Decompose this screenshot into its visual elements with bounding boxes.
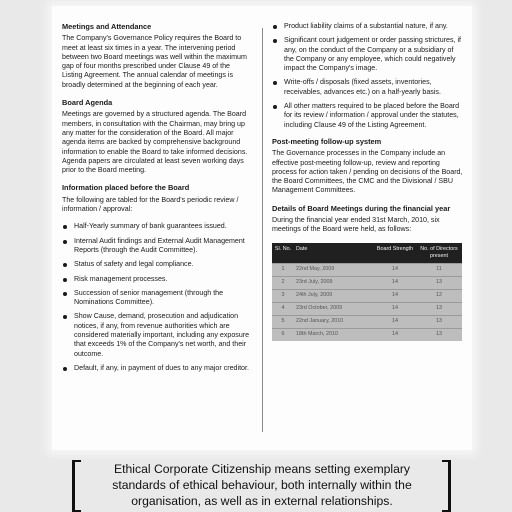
information-heading: Information placed before the Board <box>62 183 190 193</box>
table-cell: 13 <box>416 315 462 328</box>
agenda-heading: Board Agenda <box>62 98 113 108</box>
column-header-sl-no: Sl. No. <box>272 243 294 264</box>
column-header-directors-present: No. of Directors present <box>416 243 462 264</box>
list-item: All other matters required to be placed before the Board for its review / information / approval under the statutes, including Clause 49 of the Listing Agreement. <box>272 102 464 130</box>
table-cell: 24th July, 2009 <box>294 289 374 302</box>
table-cell: 2 <box>272 276 294 289</box>
table-cell: 23rd October, 2009 <box>294 302 374 315</box>
board-meetings-table <box>272 243 462 341</box>
table-cell: 13 <box>416 302 462 315</box>
list-item: Show Cause, demand, prosecution and adjudication notices, if any, from revenue authorities which are considered materially important, including any exposure that exceeds 1% of the Company's net worth, and their outcome. <box>62 312 252 358</box>
table-cell: 22nd May, 2009 <box>294 263 374 276</box>
board-meetings-paragraph: During the financial year ended 31st March, 2010, six meetings of the Board were held, as follows: <box>272 216 440 234</box>
quote-line: standards of ethical behaviour, both internally within the <box>112 478 412 492</box>
information-list-continued <box>272 22 464 130</box>
list-item: Half-Yearly summary of bank guarantees issued. <box>62 222 252 231</box>
column-header-board-strength: Board Strength <box>374 243 416 264</box>
table-cell: 14 <box>374 276 416 289</box>
table-cell: 13 <box>416 276 462 289</box>
board-meetings-heading: Details of Board Meetings during the financial year <box>272 203 451 213</box>
column-header-date: Date <box>294 243 374 264</box>
table-cell: 23rd July, 2009 <box>294 276 374 289</box>
agenda-paragraph: Meetings are governed by a structured agenda. The Board members, in consultation with the Chairman, may bring up any matter for the consideration of the Board. All major agenda items are backed by comprehensive background information to enable the Board to take informed decisions. Agenda papers are circulated at least seven working days prior to the Board meeting. <box>62 110 248 175</box>
list-item: Status of safety and legal compliance. <box>62 260 252 269</box>
information-list <box>62 222 252 373</box>
list-item: Succession of senior management (through the Nominations Committee). <box>62 289 252 308</box>
table-cell: 14 <box>374 328 416 341</box>
table-cell: 18th March, 2010 <box>294 328 374 341</box>
table-cell: 14 <box>374 302 416 315</box>
table-cell: 12 <box>416 289 462 302</box>
table-row <box>272 315 462 328</box>
list-item: Write-offs / disposals (fixed assets, inventories, receivables, advances etc.) on a half-yearly basis. <box>272 78 464 97</box>
table-cell: 14 <box>374 315 416 328</box>
table-cell: 22nd January, 2010 <box>294 315 374 328</box>
table-header-row <box>272 243 462 264</box>
table-cell: 4 <box>272 302 294 315</box>
followup-heading: Post-meeting follow-up system <box>272 136 382 146</box>
quote-line: organisation, as well as in external relationships. <box>131 494 393 508</box>
pull-quote <box>76 458 448 508</box>
table-cell: 6 <box>272 328 294 341</box>
meetings-heading: Meetings and Attendance <box>62 22 152 31</box>
list-item: Internal Audit findings and External Audit Management Reports (through the Audit Committee). <box>62 237 252 256</box>
table-row <box>272 302 462 315</box>
left-column <box>62 22 252 380</box>
list-item: Risk management processes. <box>62 275 252 284</box>
list-item: Product liability claims of a substantial nature, if any. <box>272 22 464 31</box>
table-cell: 14 <box>374 289 416 302</box>
right-column <box>272 22 464 341</box>
information-intro: The following are tabled for the Board's periodic review / information / approval: <box>62 195 239 214</box>
table-cell: 5 <box>272 315 294 328</box>
table-row <box>272 328 462 341</box>
table-cell: 3 <box>272 289 294 302</box>
meetings-paragraph: The Company's Governance Policy requires the Board to meet at least six times in a year. The intervening period between two Board meetings was well within the maximum gap of four months prescribed under Clause 49 of the Listing Agreement. The annual calendar of meetings is broadly determined at the beginning of each year. <box>62 34 247 89</box>
table-cell: 13 <box>416 328 462 341</box>
table-cell: 11 <box>416 263 462 276</box>
quote-line: Ethical Corporate Citizenship means setting exemplary <box>113 462 411 476</box>
table-row <box>272 276 462 289</box>
column-divider <box>262 28 263 432</box>
table-cell: 14 <box>374 263 416 276</box>
list-item: Default, if any, in payment of dues to any major creditor. <box>62 364 252 373</box>
list-item: Significant court judgement or order passing strictures, if any, on the conduct of the Company or a subsidiary of the Company or any employee, which could negatively impact the Company's image. <box>272 36 464 73</box>
followup-paragraph: The Governance processes in the Company include an effective post-meeting follow-up, review and reporting process for action taken / pending on decisions of the Board, the Board Committees, the CMC and the Divisional / SBU Management Committees. <box>272 149 463 195</box>
table-cell: 1 <box>272 263 294 276</box>
table-row <box>272 263 462 276</box>
table-row <box>272 289 462 302</box>
